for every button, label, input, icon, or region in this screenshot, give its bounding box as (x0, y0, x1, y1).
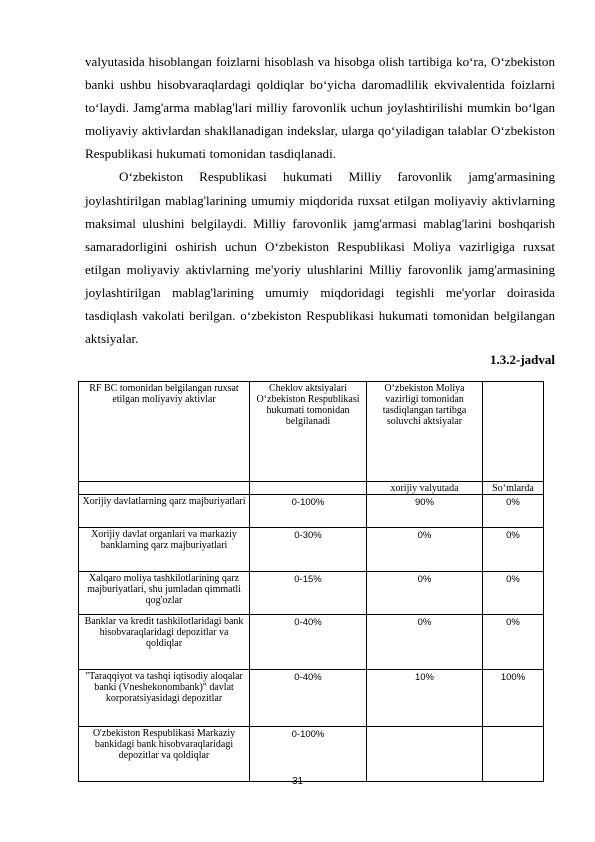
limit-cell: 0-100% (250, 727, 367, 782)
limit-cell: 0-30% (250, 528, 367, 572)
foreign-share-cell: 90% (367, 495, 483, 528)
foreign-share-cell: 0% (367, 572, 483, 615)
table-row (79, 572, 544, 615)
table-row (79, 615, 544, 670)
soum-share-cell: 100% (483, 670, 544, 727)
paragraph-2: O‘zbekiston Respublikasi hukumati Milliy farovonlik jamg'armasining joylashtirilgan mablag'larining umumiy miqdorida ruxsat etilgan moliyaviy aktivlarning maksimal ulushini belgilaydi. Milliy farovonlik jamg'armasi mablag'larini boshqarish samaradorligini oshirish uchun O‘zbekiston Respublikasi Moliya vazirligiga ruxsat etilgan moliyaviy aktivlarning me'yoriy ulushlarini Milliy farovonlik jamg'armasining joylashtirilgan mablag'larining umumiy miqdoridagi tegishli me'yorlar doirasida tasdiqlash vakolati berilgan. o‘zbekiston Respublikasi hukumati tomonidan belgilangan aktsiyalar. (85, 169, 555, 347)
foreign-share-cell: 0% (367, 615, 483, 670)
table-caption: 1.3.2-jadval (490, 352, 555, 368)
limit-cell: 0-40% (250, 615, 367, 670)
soum-share-cell: 0% (483, 615, 544, 670)
limit-cell: 0-100% (250, 495, 367, 528)
table-row (79, 495, 544, 528)
asset-cell: Xorijiy davlatlarning qarz majburiyatlari (79, 495, 250, 528)
asset-cell: "Taraqqiyot va tashqi iqtisodiy aloqalar banki (Vneshekonombank)" davlat korporatsiyasidagi depozitlar (79, 670, 250, 727)
header-cell-government-limits: Cheklov aktsiyalari O‘zbekiston Respublikasi hukumati tomonidan belgilanadi (250, 382, 367, 482)
header-cell-empty (483, 382, 544, 482)
subheader-cell-empty-2 (250, 482, 367, 495)
subheader-cell-soums: So‘mlarda (483, 482, 544, 495)
table-header-row (79, 382, 544, 482)
table-row (79, 528, 544, 572)
subheader-cell-foreign-currency: xorijiy valyutada (367, 482, 483, 495)
soum-share-cell: 0% (483, 495, 544, 528)
header-cell-assets: RF BC tomonidan belgilangan ruxsat etilgan moliyaviy aktivlar (79, 382, 250, 482)
table-row (79, 727, 544, 782)
foreign-share-cell: 0% (367, 528, 483, 572)
foreign-share-cell: 10% (367, 670, 483, 727)
paragraph-1: valyutasida hisoblangan foizlarni hisoblash va hisobga olish tartibiga ko‘ra, O‘zbekiston banki ushbu hisobvaraqlardagi qoldiqlar bo‘yicha daromadlilik ekvivalentida foizlarni to‘laydi. Jamg'arma mablag'lari milliy farovonlik uchun joylashtirilishi mumkin bo‘lgan moliyaviy aktivlardan shakllanadigan indekslar, ularga qo‘yiladigan talablar O‘zbekiston Respublikasi hukumati tomonidan tasdiqlanadi. (85, 54, 555, 162)
asset-cell: Banklar va kredit tashkilotlaridagi bank hisobvaraqlaridagi depozitlar va qoldiqlar (79, 615, 250, 670)
subheader-cell-empty-1 (79, 482, 250, 495)
limit-cell: 0-40% (250, 670, 367, 727)
soum-share-cell: 0% (483, 528, 544, 572)
limit-cell: 0-15% (250, 572, 367, 615)
header-cell-ministry-shares: O‘zbekiston Moliya vazirligi tomonidan tasdiqlangan tartibga soluvchi aktsiyalar (367, 382, 483, 482)
document-body (85, 50, 555, 368)
table-row (79, 670, 544, 727)
asset-cell: Xorijiy davlat organlari va markaziy banklarning qarz majburiyatlari (79, 528, 250, 572)
soum-share-cell: 0% (483, 572, 544, 615)
assets-table (78, 381, 544, 782)
asset-cell: O'zbekiston Respublikasi Markaziy bankidagi bank hisobvaraqlaridagi depozitlar va qoldiqlar (79, 727, 250, 782)
foreign-share-cell (367, 727, 483, 782)
soum-share-cell (483, 727, 544, 782)
table-subheader-row (79, 482, 544, 495)
page-number: 31 (291, 776, 304, 787)
asset-cell: Xalqaro moliya tashkilotlarining qarz majburiyatlari, shu jumladan qimmatli qog'ozlar (79, 572, 250, 615)
